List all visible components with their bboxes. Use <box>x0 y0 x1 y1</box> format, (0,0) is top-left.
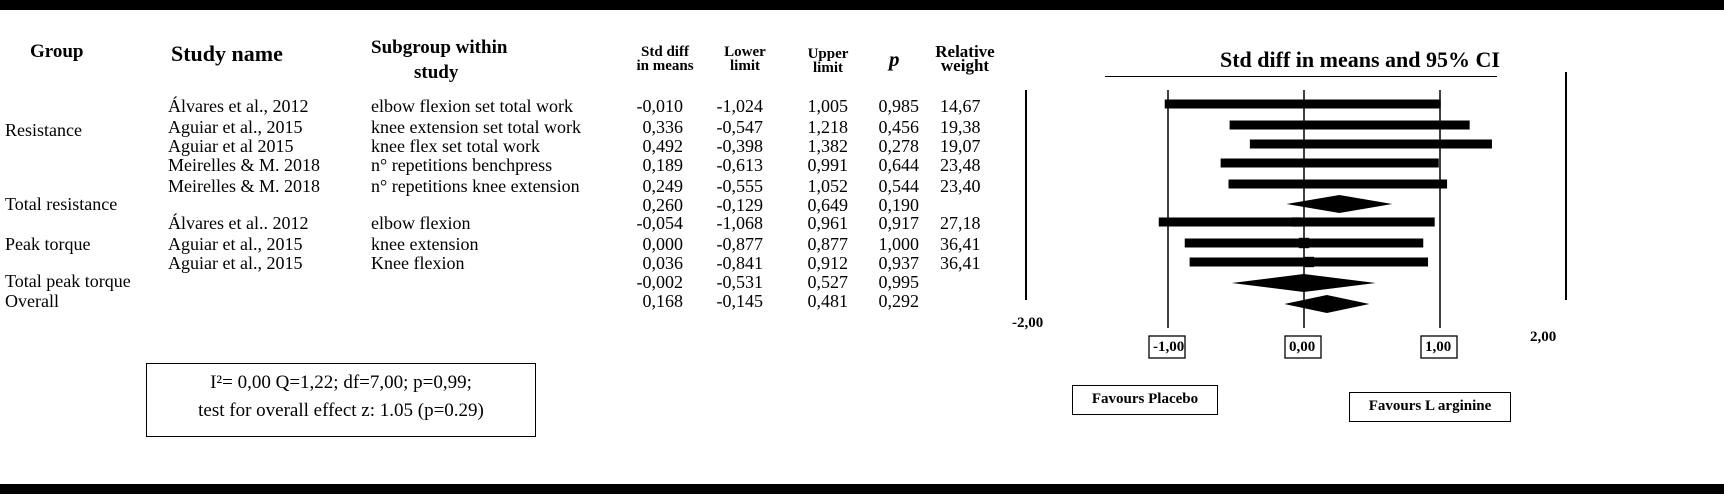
upper-limit-cell: 0,877 <box>807 234 848 254</box>
header-upper-line1: Upper <box>807 46 849 62</box>
relative-weight-cell: 36,41 <box>940 253 981 273</box>
group-label-peak-torque: Peak torque <box>5 234 91 254</box>
header-std-diff-line2: in means <box>636 58 694 74</box>
subgroup-cell: Knee flexion <box>371 253 465 273</box>
relative-weight-cell: 23,48 <box>940 155 981 175</box>
forest-plot-title: Std diff in means and 95% CI <box>1220 47 1500 72</box>
group-label-total-resistance: Total resistance <box>5 194 118 214</box>
upper-limit-cell: 1,005 <box>807 96 848 116</box>
effect-square <box>1299 238 1309 248</box>
std-diff-cell: 0,260 <box>642 195 683 215</box>
relative-weight-cell: 36,41 <box>940 234 981 254</box>
effect-square <box>1304 257 1314 267</box>
subgroup-cell: knee flex set total work <box>371 136 540 156</box>
header-std-diff-line1: Std diff <box>641 44 689 60</box>
heterogeneity-stats-box <box>146 363 536 437</box>
std-diff-cell: 0,249 <box>642 176 683 196</box>
header-lower-line2: limit <box>730 58 760 74</box>
p-value-cell: 0,937 <box>878 253 919 273</box>
upper-limit-cell: 0,527 <box>807 272 848 292</box>
summary-diamond <box>1232 274 1376 292</box>
p-value-cell: 0,190 <box>878 195 919 215</box>
subgroup-cell: knee extension <box>371 234 479 254</box>
lower-limit-cell: -0,531 <box>716 272 763 292</box>
p-value-cell: 1,000 <box>878 234 919 254</box>
stats-line-1: I²= 0,00 Q=1,22; df=7,00; p=0,99; <box>210 372 472 393</box>
group-label-overall: Overall <box>5 291 59 311</box>
upper-limit-cell: 1,052 <box>807 176 848 196</box>
tick-label: -1,00 <box>1153 339 1185 355</box>
subgroup-cell: n° repetitions knee extension <box>371 176 580 196</box>
p-value-cell: 0,544 <box>878 176 919 196</box>
study-name-cell: Álvares et al., 2012 <box>168 96 309 116</box>
p-value-cell: 0,917 <box>878 213 919 233</box>
upper-limit-cell: 0,991 <box>807 155 848 175</box>
header-group: Group <box>30 41 84 62</box>
tick-label: 2,00 <box>1530 329 1557 345</box>
lower-limit-cell: -1,024 <box>716 96 763 116</box>
tick-label: 1,00 <box>1425 339 1452 355</box>
lower-limit-cell: -0,841 <box>716 253 763 273</box>
study-name-cell: Aguiar et al 2015 <box>168 136 294 156</box>
study-name-cell: Aguiar et al., 2015 <box>168 253 303 273</box>
relative-weight-cell: 27,18 <box>940 213 981 233</box>
effect-square <box>1292 217 1301 226</box>
p-value-cell: 0,456 <box>878 117 919 137</box>
study-name-cell: Álvares et al.. 2012 <box>168 213 309 233</box>
study-name-cell: Meirelles & M. 2018 <box>168 155 320 175</box>
effect-square <box>1367 140 1375 148</box>
summary-diamond <box>1284 295 1369 313</box>
lower-limit-cell: -0,613 <box>716 155 763 175</box>
header-subgroup-line1: Subgroup within <box>371 37 508 58</box>
std-diff-cell: 0,168 <box>642 291 683 311</box>
subgroup-cell: elbow flexion set total work <box>371 96 573 116</box>
p-value-cell: 0,292 <box>878 291 919 311</box>
std-diff-cell: -0,002 <box>636 272 683 292</box>
relative-weight-cell: 14,67 <box>940 96 981 116</box>
header-weight-line1: Relative <box>935 42 995 61</box>
effect-square <box>1346 121 1354 129</box>
stats-line-2: test for overall effect z: 1.05 (p=0.29) <box>198 400 484 421</box>
p-value-cell: 0,278 <box>878 136 919 156</box>
effect-square <box>1325 159 1334 168</box>
lower-limit-cell: -0,555 <box>716 176 763 196</box>
header-weight-line2: weight <box>940 56 990 75</box>
subgroup-cell: n° repetitions benchpress <box>371 155 553 175</box>
p-value-cell: 0,644 <box>878 155 919 175</box>
std-diff-cell: 0,492 <box>642 136 683 156</box>
favours-l-arginine-label: Favours L arginine <box>1349 392 1511 422</box>
relative-weight-cell: 23,40 <box>940 176 981 196</box>
study-name-cell: Meirelles & M. 2018 <box>168 176 320 196</box>
lower-limit-cell: -0,398 <box>716 136 763 156</box>
upper-limit-cell: 0,912 <box>807 253 848 273</box>
relative-weight-cell: 19,38 <box>940 117 981 137</box>
header-subgroup-line2: study <box>414 62 459 83</box>
lower-limit-cell: -0,129 <box>716 195 763 215</box>
p-value-cell: 0,995 <box>878 272 919 292</box>
study-name-cell: Aguiar et al., 2015 <box>168 234 303 254</box>
header-lower-line1: Lower <box>724 44 766 60</box>
group-label-resistance: Resistance <box>5 120 82 140</box>
header-upper-line2: limit <box>813 60 843 76</box>
upper-limit-cell: 1,382 <box>807 136 848 156</box>
tick-label: -2,00 <box>1012 315 1044 331</box>
std-diff-cell: -0,010 <box>636 96 683 116</box>
header-study-name: Study name <box>171 41 283 66</box>
group-label-total-peak-torque: Total peak torque <box>5 271 131 291</box>
effect-square <box>1333 180 1342 189</box>
effect-square <box>1299 100 1307 108</box>
std-diff-cell: -0,054 <box>636 213 683 233</box>
header-p: p <box>889 47 900 71</box>
std-diff-cell: 0,189 <box>642 155 683 175</box>
summary-diamond <box>1286 195 1392 213</box>
upper-limit-cell: 1,218 <box>807 117 848 137</box>
lower-limit-cell: -1,068 <box>716 213 763 233</box>
p-value-cell: 0,985 <box>878 96 919 116</box>
lower-limit-cell: -0,877 <box>716 234 763 254</box>
subgroup-cell: elbow flexion <box>371 213 471 233</box>
std-diff-cell: 0,036 <box>642 253 683 273</box>
upper-limit-cell: 0,961 <box>807 213 848 233</box>
upper-limit-cell: 0,481 <box>807 291 848 311</box>
study-name-cell: Aguiar et al., 2015 <box>168 117 303 137</box>
relative-weight-cell: 19,07 <box>940 136 981 156</box>
favours-placebo-label: Favours Placebo <box>1072 385 1218 415</box>
std-diff-cell: 0,336 <box>642 117 683 137</box>
lower-limit-cell: -0,547 <box>716 117 763 137</box>
std-diff-cell: 0,000 <box>642 234 683 254</box>
subgroup-cell: knee extension set total work <box>371 117 581 137</box>
tick-label: 0,00 <box>1289 339 1316 355</box>
upper-limit-cell: 0,649 <box>807 195 848 215</box>
lower-limit-cell: -0,145 <box>716 291 763 311</box>
